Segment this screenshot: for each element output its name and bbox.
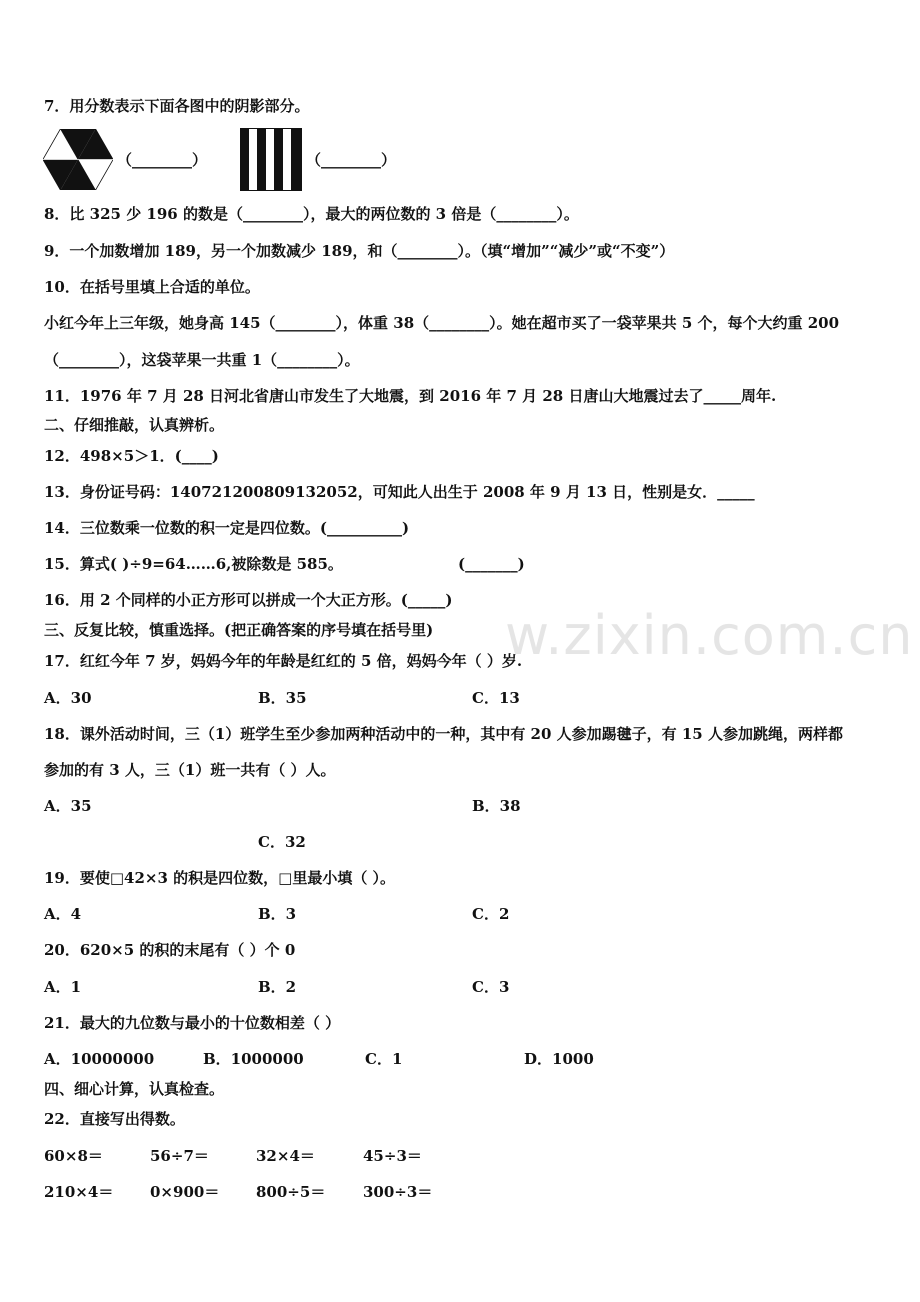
question-19-option-c: C．2 (472, 905, 510, 923)
question-18-option-a: A．35 (44, 797, 92, 815)
calc-item: 56÷7＝ (150, 1147, 209, 1165)
question-19-option-b: B．3 (258, 905, 297, 923)
question-8: 8．比 325 少 196 的数是（________），最大的两位数的 3 倍是（________）。 (44, 205, 579, 223)
calc-item: 210×4＝ (44, 1183, 114, 1201)
question-21-option-c: C．1 (365, 1050, 403, 1068)
question-7-text: 7．用分数表示下面各图中的阴影部分。 (44, 97, 310, 115)
question-10-title: 10．在括号里填上合适的单位。 (44, 278, 260, 296)
calc-item: 60×8＝ (44, 1147, 103, 1165)
question-11: 11．1976 年 7 月 28 日河北省唐山市发生了大地震，到 2016 年 7 月 28 日唐山大地震过去了_____周年. (44, 387, 777, 405)
question-13: 13．身份证号码：140721200809132052，可知此人出生于 2008 年 9 月 13 日，性别是女．_____ (44, 483, 755, 501)
calc-item: 300÷3＝ (363, 1183, 433, 1201)
calc-item: 800÷5＝ (256, 1183, 326, 1201)
question-15: 15．算式( )÷9=64……6,被除数是 585。 (44, 555, 343, 573)
hexagon-fraction-icon (43, 129, 113, 190)
section-4-heading: 四、细心计算，认真检查。 (44, 1080, 225, 1098)
calc-item: 32×4＝ (256, 1147, 315, 1165)
question-20-option-c: C．3 (472, 978, 510, 996)
question-17-option-c: C．13 (472, 689, 520, 707)
question-20-option-a: A．1 (44, 978, 82, 996)
question-15-answer: (_______) (458, 555, 525, 573)
question-14: 14．三位数乘一位数的积一定是四位数。(__________) (44, 519, 410, 537)
striped-rectangle-icon (240, 128, 302, 191)
question-18-line-2: 参加的有 3 人，三（1）班一共有（ ）人。 (44, 761, 336, 779)
question-21: 21．最大的九位数与最小的十位数相差（ ） (44, 1014, 341, 1032)
watermark: w.zixin.com.cn (505, 604, 914, 667)
question-20-option-b: B．2 (258, 978, 297, 996)
question-19: 19．要使□42×3 的积是四位数，□里最小填（ ）。 (44, 869, 396, 887)
question-18-line-1: 18．课外活动时间，三（1）班学生至少参加两种活动中的一种，其中有 20 人参加踢毽子，有 15 人参加跳绳，两样都 (44, 725, 843, 743)
question-20: 20．620×5 的积的末尾有（ ）个 0 (44, 941, 296, 959)
calc-item: 45÷3＝ (363, 1147, 422, 1165)
question-18-option-c: C．32 (258, 833, 306, 851)
question-17: 17．红红今年 7 岁，妈妈今年的年龄是红红的 5 倍，妈妈今年（ ）岁. (44, 652, 523, 670)
question-21-option-b: B．1000000 (203, 1050, 304, 1068)
section-2-heading: 二、仔细推敲，认真辨析。 (44, 416, 225, 434)
question-19-option-a: A．4 (44, 905, 82, 923)
question-10-line-1: 小红今年上三年级，她身高 145（________），体重 38（________）。她在超市买了一袋苹果共 5 个，每个大约重 200 (44, 314, 840, 332)
question-18-option-b: B．38 (472, 797, 521, 815)
question-7-answer-2: （________） (306, 151, 397, 169)
section-3-heading: 三、反复比较，慎重选择。(把正确答案的序号填在括号里) (44, 621, 434, 639)
question-7-answer-1: （________） (117, 151, 208, 169)
question-10-line-2: （________），这袋苹果一共重 1（________）。 (44, 351, 360, 369)
question-22-title: 22．直接写出得数。 (44, 1110, 185, 1128)
calc-item: 0×900＝ (150, 1183, 220, 1201)
question-21-option-d: D．1000 (524, 1050, 594, 1068)
question-21-option-a: A．10000000 (44, 1050, 155, 1068)
question-17-option-b: B．35 (258, 689, 307, 707)
question-16: 16．用 2 个同样的小正方形可以拼成一个大正方形。(_____) (44, 591, 453, 609)
question-9: 9．一个加数增加 189，另一个加数减少 189，和（________）。（填“增加”“减少”或“不变”） (44, 242, 675, 260)
question-17-option-a: A．30 (44, 689, 92, 707)
question-12: 12．498×5＞1．(____) (44, 447, 219, 465)
